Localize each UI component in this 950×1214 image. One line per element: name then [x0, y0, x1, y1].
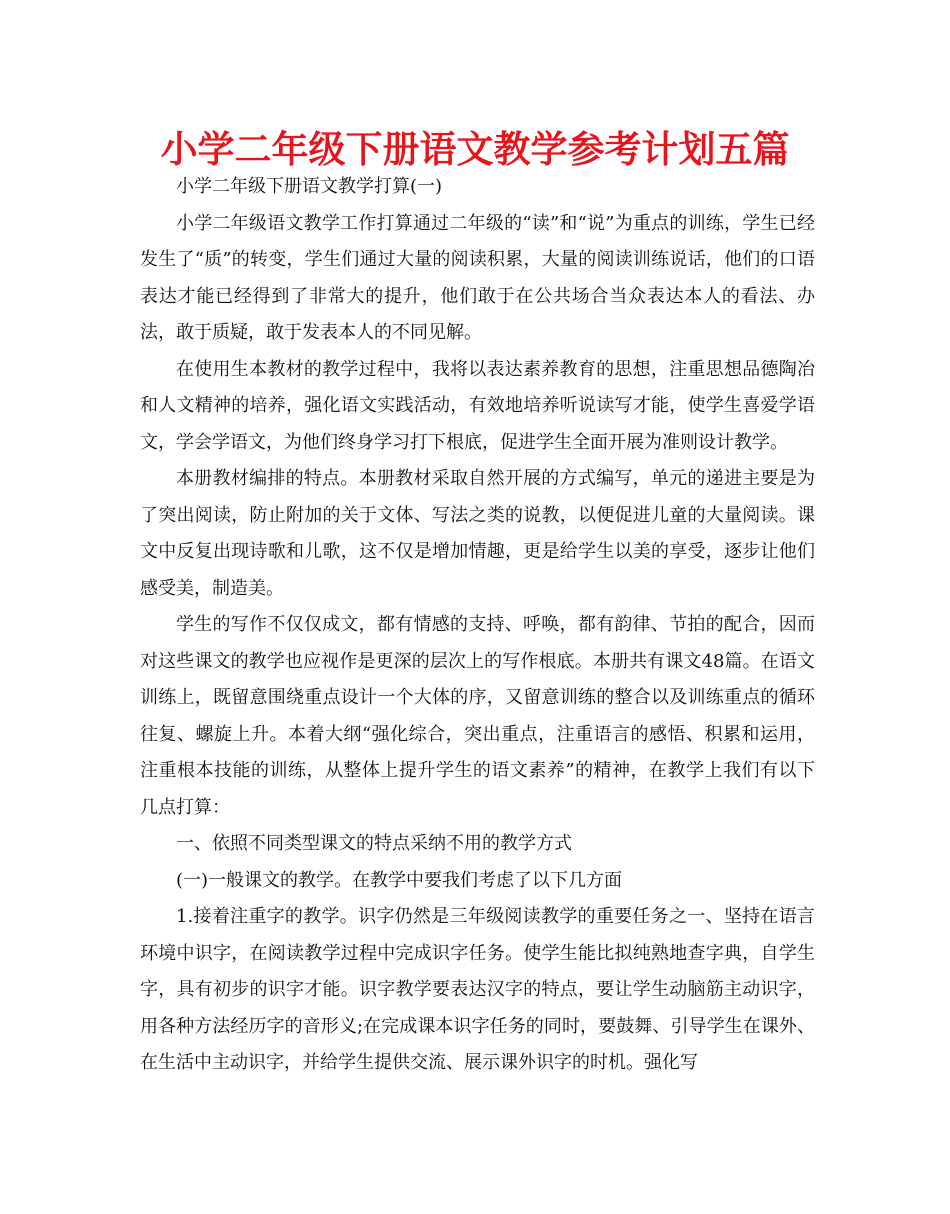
document-body [140, 169, 815, 1082]
list-heading: 一、依照不同类型课文的特点采纳不用的教学方式 [176, 833, 572, 854]
body-paragraph: 小学二年级语文教学工作打算通过二年级的“读”和“说”为重点的训练，学生已经发生了“质”的转变，学生们通过大量的阅读积累，大量的阅读训练说话，他们的口语表达才能已经得到了非常大的提升，他们敢于在公共场合当众表达本人的看法、办法，敢于质疑，敢于发表本人的不同见解。 [140, 212, 815, 343]
body-paragraph: 在使用生本教材的教学过程中，我将以表达素养教育的思想，注重思想品德陶冶和人文精神的培养，强化语文实践活动，有效地培养听说读写才能，使学生喜爱学语文，学会学语文，为他们终身学习打下根底，促进学生全面开展为准则设计教学。 [140, 358, 815, 453]
document-title: 小学二年级下册语文教学参考计划五篇 [160, 128, 790, 171]
section-heading: 小学二年级下册语文教学打算(一) [176, 176, 443, 197]
body-paragraph: 本册教材编排的特点。本册教材采取自然开展的方式编写，单元的递进主要是为了突出阅读，防止附加的关于文体、写法之类的说教，以便促进儿童的大量阅读。课文中反复出现诗歌和儿歌，这不仅是增加情趣，更是给学生以美的享受，逐步让他们感受美，制造美。 [140, 468, 815, 599]
body-paragraph: 1.接着注重字的教学。识字仍然是三年级阅读教学的重要任务之一、坚持在语言环境中识字，在阅读教学过程中完成识字任务。使学生能比拟纯熟地查字典，自学生字，具有初步的识字才能。识字教学要表达汉字的特点，要让学生动脑筋主动识字，用各种方法经历字的音形义;在完成课本识字任务的同时，要鼓舞、引导学生在课外、在生活中主动识字，并给学生提供交流、展示课外识字的时机。强化写 [140, 906, 815, 1073]
sub-heading: (一)一般课文的教学。在教学中要我们考虑了以下几方面 [176, 869, 623, 891]
body-paragraph: 学生的写作不仅仅成文，都有情感的支持、呼唤，都有韵律、节拍的配合，因而对这些课文的教学也应视作是更深的层次上的写作根底。本册共有课文48篇。在语文训练上，既留意围绕重点设计一个大体的序，又留意训练的整合以及训练重点的循环往复、螺旋上升。本着大纲“强化综合，突出重点，注重语言的感悟、积累和运用，注重根本技能的训练，从整体上提升学生的语文素养”的精神，在教学上我们有以下几点打算： [140, 614, 815, 818]
